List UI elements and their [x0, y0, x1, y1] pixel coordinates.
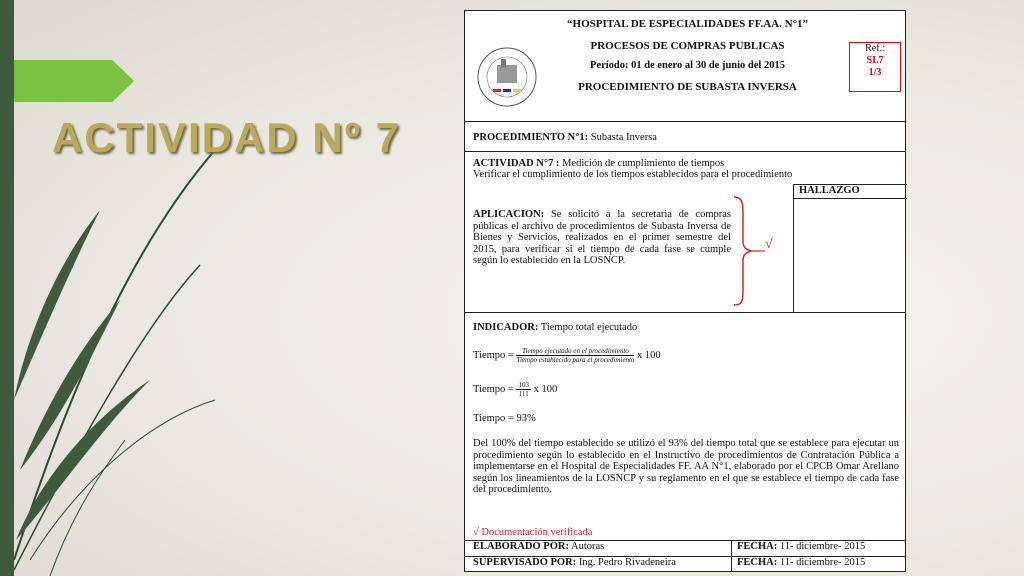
- procedimiento-value: Subasta Inversa: [588, 132, 657, 143]
- check-mark: √: [765, 237, 773, 252]
- elaborado-label: ELABORADO POR:: [473, 541, 569, 552]
- calc-numerator: 103: [518, 381, 529, 389]
- actividad-value: Medición de cumplimiento de tiempos: [559, 158, 725, 169]
- ref-page: 1/3: [868, 67, 882, 78]
- fecha-label: FECHA:: [737, 541, 778, 552]
- aplicacion-label: APLICACION:: [473, 209, 545, 220]
- formula-numerator: Tiempo ejecutado en el procedimiento: [516, 347, 634, 356]
- aplicacion-text: Se solicitó a la secretaria de compras públicas el archivo de procedimientos de Subasta Inversa de Bienes y Servicios, realizados en el primer semestre del 2015, para verificar si el tiempo de cada fase se cumple según lo establecido en la LOSNCP.: [473, 209, 731, 266]
- verified-note: √ Documentación verificada: [473, 527, 593, 538]
- procedimiento-line: [473, 132, 657, 143]
- divider: [465, 312, 905, 313]
- ref-label: Ref.:: [865, 43, 885, 54]
- document-header: [465, 11, 905, 122]
- footer-column-border: [731, 540, 732, 572]
- red-bracket-mark: [731, 193, 787, 309]
- calc-rhs: x 100: [533, 383, 558, 395]
- calc-fraction: [516, 381, 531, 398]
- hospital-seal-icon: [473, 45, 541, 109]
- ref-code: SI.7: [866, 55, 884, 66]
- hallazgo-column-border: [793, 184, 794, 312]
- header-procedure: PROCEDIMIENTO DE SUBASTA INVERSA: [578, 81, 797, 93]
- actividad-label: ACTIVIDAD N°7 :: [473, 158, 560, 169]
- supervisado-label: SUPERVISADO POR:: [473, 557, 577, 568]
- elaborado-value: Autoras: [568, 541, 605, 552]
- supervisado-line: [473, 557, 676, 568]
- formula-rhs: x 100: [637, 349, 661, 361]
- fecha-supervisado-line: [737, 557, 865, 568]
- audit-document: [464, 10, 906, 572]
- fecha-label: FECHA:: [737, 557, 778, 568]
- formula-line: [473, 347, 661, 364]
- hallazgo-header: HALLAZGO: [799, 185, 860, 196]
- formula-fraction: [516, 347, 634, 364]
- header-period: Período: 01 de enero al 30 de junio del 2015: [590, 60, 785, 71]
- fecha-value: 11- diciembre- 2015: [777, 541, 866, 552]
- indicador-value: Tiempo total ejecutado: [538, 322, 638, 333]
- indicador-line: [473, 322, 637, 333]
- elaborado-line: [473, 541, 604, 552]
- formula-denominator: Tiempo establecido para el procedimiento: [516, 356, 635, 364]
- actividad-detail: Verificar el cumplimiento de los tiempos establecidos para el procedimiento: [473, 169, 793, 180]
- formula-lhs: Tiempo =: [473, 349, 514, 361]
- procedimiento-label: PROCEDIMIENTO N°1:: [473, 132, 589, 143]
- calc-denominator: 111: [518, 390, 529, 398]
- slide-title: ACTIVIDAD Nº 7: [52, 114, 402, 161]
- supervisado-value: Ing. Pedro Rivadeneira: [576, 557, 676, 568]
- indicador-label: INDICADOR:: [473, 322, 539, 333]
- fecha-elaborado-line: [737, 541, 865, 552]
- fecha-value: 11- diciembre- 2015: [777, 557, 866, 568]
- actividad-line: [473, 158, 792, 180]
- conclusion-paragraph: Del 100% del tiempo establecido se utilizó el 93% del tiempo total que se establece para ejecutar un procedimiento según lo establecido en el Instructivo de procedimientos de Contratación Pública a implementarse en el Hospital de Especialidades FF. AA N°1, elaborado por el CPCB Omar Arellano según los lineamientos de la LOSNCP y su reglamento en el que se establece el tiempo de cada fase del procedimiento.: [473, 438, 899, 495]
- divider: [793, 198, 907, 199]
- header-process: PROCESOS DE COMPRAS PUBLICAS: [590, 40, 785, 52]
- reference-box: [849, 42, 901, 92]
- aplicacion-paragraph: [473, 209, 731, 267]
- header-hospital-name: “HOSPITAL DE ESPECIALIDADES FF.AA. N°1”: [567, 18, 808, 30]
- green-arrow-shape: [14, 60, 134, 102]
- calc-line: [473, 381, 557, 398]
- divider: [465, 151, 905, 152]
- calc-lhs: Tiempo =: [473, 383, 514, 395]
- result-line: Tiempo = 93%: [473, 413, 536, 424]
